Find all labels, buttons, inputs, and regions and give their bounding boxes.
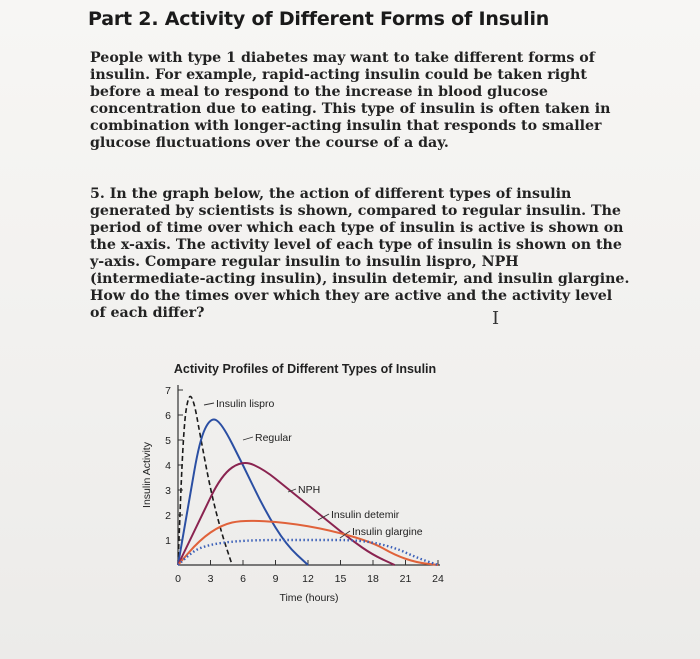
series-label: Regular — [255, 432, 292, 444]
y-tick-label: 7 — [165, 385, 171, 397]
y-tick-label: 1 — [165, 535, 171, 547]
y-tick-label: 2 — [165, 510, 171, 522]
section-title: Part 2. Activity of Different Forms of Insulin — [88, 8, 550, 30]
y-tick-label: 6 — [165, 410, 171, 422]
series-label: Insulin lispro — [216, 398, 275, 410]
series-label: Insulin detemir — [331, 509, 400, 521]
series-label-leader — [204, 403, 214, 405]
x-tick-label: 24 — [432, 573, 444, 585]
x-axis-label: Time (hours) — [279, 592, 339, 604]
series-label: NPH — [298, 484, 321, 496]
y-tick-label: 4 — [165, 460, 171, 472]
y-tick-label: 5 — [165, 435, 171, 447]
x-tick-label: 21 — [399, 573, 412, 585]
x-tick-label: 15 — [334, 573, 347, 585]
question-paragraph: 5. In the graph below, the action of different types of insulin generated by scientists is shown, compared to regular insulin. The period of time over which each type of insulin is active is shown on the x-axis. The activity level of each type of insulin is shown on the y-axis. Compare regular insulin to insulin lispro, NPH (intermediate-acting insulin), insulin detemir, and insulin glargine. How do the times over which they are active and the activity level of each differ? — [90, 186, 630, 321]
x-tick-label: 6 — [240, 573, 246, 585]
text-cursor-icon: I — [492, 308, 500, 329]
intro-paragraph: People with type 1 diabetes may want to take different forms of insulin. For example, rapid-acting insulin could be taken right before a meal to respond to the increase in blood glucose concentration due to eating. This type of insulin is often taken in combination with longer-acting insulin that responds to smaller glucose fluctuations over the course of a day. — [90, 50, 611, 151]
y-tick-label: 3 — [165, 485, 171, 497]
x-tick-label: 3 — [207, 573, 214, 585]
x-tick-label: 9 — [272, 573, 279, 585]
x-tick-label: 18 — [367, 573, 379, 585]
x-tick-label: 12 — [302, 573, 314, 585]
series-line-insulin-lispro — [178, 396, 232, 565]
series-label: Insulin glargine — [352, 526, 423, 538]
x-tick-label: 0 — [175, 573, 181, 585]
y-axis-label: Insulin Activity — [141, 442, 153, 508]
series-label-leader — [243, 437, 253, 440]
chart-title: Activity Profiles of Different Types of Insulin — [173, 362, 437, 376]
